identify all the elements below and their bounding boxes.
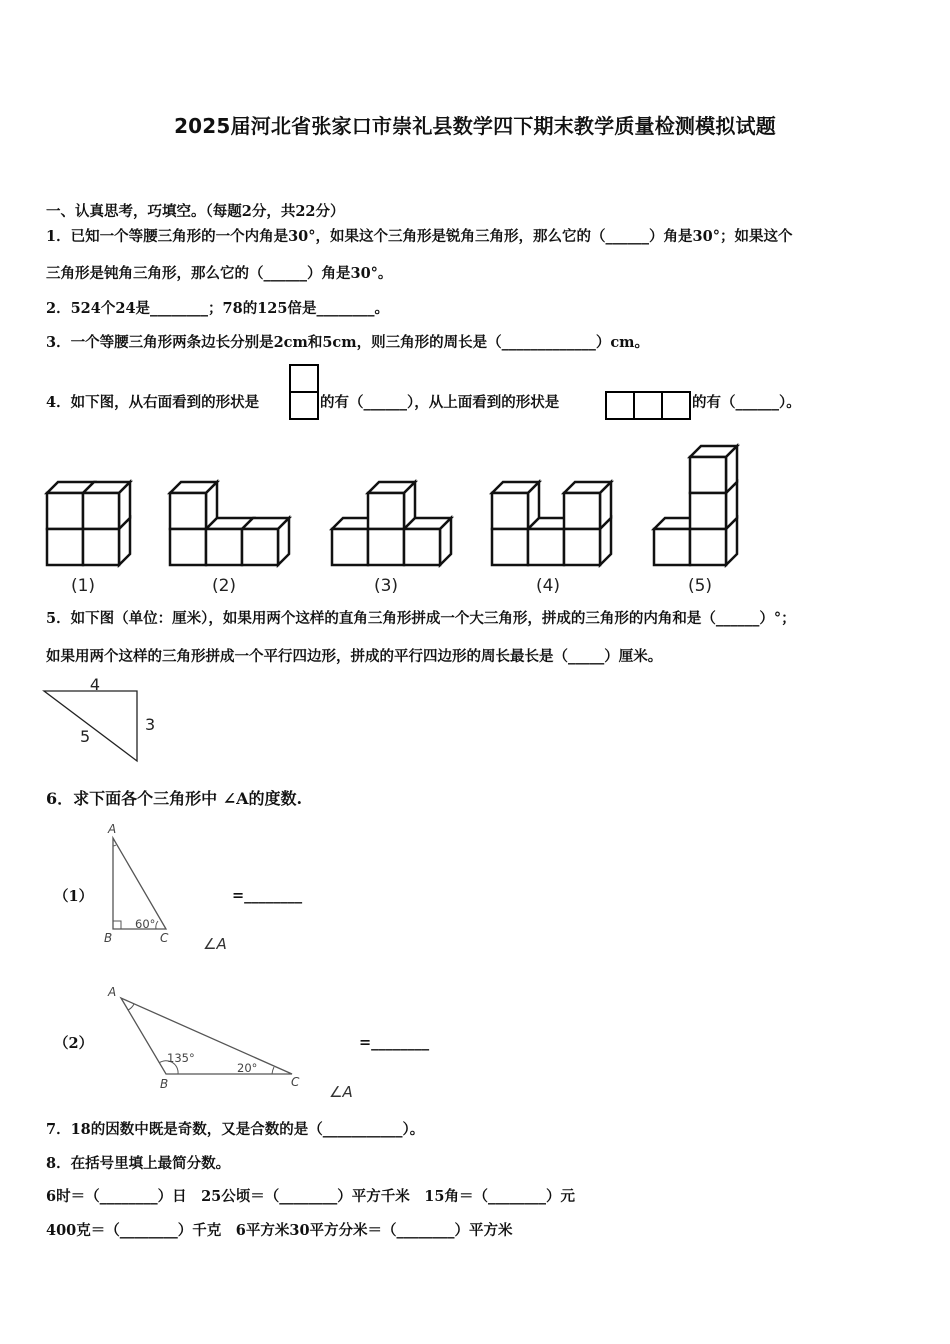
side-label-top: 4 [89,675,101,694]
right-view-top-square [289,364,319,393]
cube-figure-3 [332,482,451,565]
figure-label-4: (4) [535,576,561,596]
question-6-item-2-label: （2） [54,1035,94,1052]
question-4-part-3: 的有（______）。 [692,394,801,411]
triangle-2-vertex-a: A [108,985,117,999]
right-triangle-figure [0,670,200,770]
question-4-part-1: 4．如下图，从右面看到的形状是 [46,394,260,411]
question-7: 7．18的因数中既是奇数，又是合数的是（___________）。 [46,1121,425,1138]
cube-figure-4 [492,482,611,565]
triangle-2-vertex-b: B [160,1077,169,1091]
top-view-square-1 [605,391,635,420]
top-view-square-3 [661,391,691,420]
question-8: 8．在括号里填上最简分数。 [46,1155,231,1172]
triangle-1-angle-a-label: ∠A [203,935,227,953]
question-6-item-1-label: （1） [54,888,94,905]
question-5-line-1: 5．如下图（单位：厘米），如果用两个这样的直角三角形拼成一个大三角形，拼成的三角形的内角和是（______）°； [46,610,796,627]
cube-figure-2 [170,482,289,565]
question-1-line-1: 1．已知一个等腰三角形的一个内角是30°，如果这个三角形是锐角三角形，那么它的（______）角是30°；如果这个 [46,228,793,245]
cube-figure-5 [654,446,737,565]
page-title: 2025届河北省张家口市崇礼县数学四下期末教学质量检测模拟试题 [174,114,776,138]
question-4-part-2: 的有（______），从上面看到的形状是 [320,394,560,411]
side-label-hypotenuse: 5 [80,727,91,746]
triangle-2-figure [0,980,400,1100]
triangle-2-angle-a-label: ∠A [329,1083,353,1101]
cube-figures [0,440,950,600]
question-3: 3．一个等腰三角形两条边长分别是2cm和5cm，则三角形的周长是（_____________）cm。 [46,334,650,351]
question-6-item-2-answer: =________ [359,1034,430,1051]
question-8-line-1: 6时＝（________）日 25公顷＝（________）平方千米 15角＝（________）元 [46,1188,575,1205]
triangle-2-angle-b: 135° [167,1051,195,1065]
question-8-line-2: 400克＝（________）千克 6平方米30平方分米＝（________）平方米 [46,1222,513,1239]
cube-figure-1 [47,482,130,565]
triangle-1-figure [0,815,260,955]
triangle-1-vertex-a: A [108,822,117,836]
question-6-item-1-answer: =________ [232,887,303,904]
section-heading: 一、认真思考，巧填空。（每题2分，共22分） [46,203,345,220]
triangle-1-angle-c: 60° [135,917,156,931]
right-triangle [44,691,137,761]
question-1-line-2: 三角形是钝角三角形，那么它的（______）角是30°。 [46,265,393,282]
figure-label-3: (3) [373,576,399,596]
triangle-1-vertex-b: B [104,931,113,945]
figure-label-1: (1) [70,576,96,596]
figure-label-5: (5) [687,576,713,596]
right-view-bottom-square [289,391,319,420]
question-5-line-2: 如果用两个这样的三角形拼成一个平行四边形，拼成的平行四边形的周长最长是（_____）厘米。 [46,648,663,665]
triangle-1-vertex-c: C [160,931,169,945]
top-view-square-2 [633,391,663,420]
triangle-2-angle-c: 20° [237,1061,258,1075]
question-2: 2．524个24是________；78的125倍是________。 [46,300,389,317]
triangle-2-vertex-c: C [291,1075,300,1089]
side-label-right: 3 [145,715,156,734]
question-6: 6．求下面各个三角形中 ∠A的度数. [46,789,303,808]
figure-label-2: (2) [211,576,237,596]
